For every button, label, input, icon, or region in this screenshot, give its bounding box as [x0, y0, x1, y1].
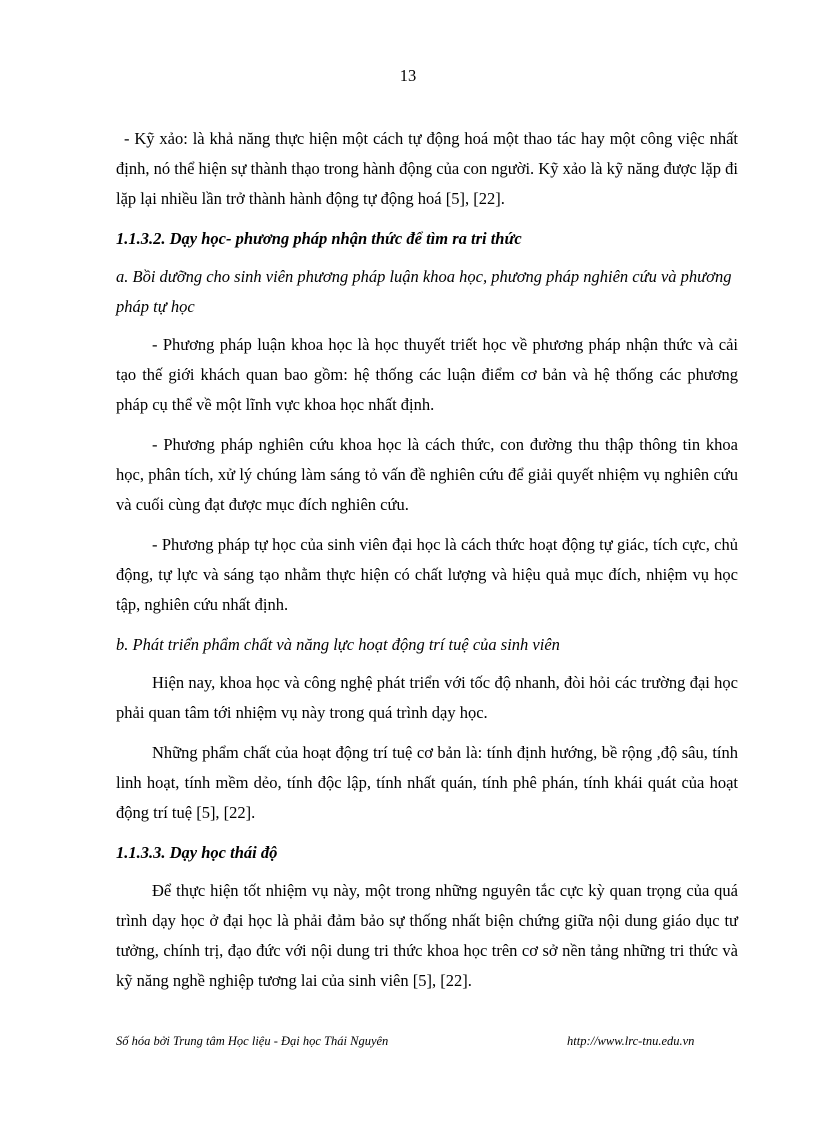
paragraph-phuong-phap-luan: - Phương pháp luận khoa học là học thuyết triết học về phương pháp nhận thức và cải tạo thế giới khách quan bao gồm: hệ thống các luận điểm cơ bản và hệ thống các phương pháp cụ thể về một lĩnh vực khoa học nhất định.: [116, 335, 738, 414]
paragraph-phuong-phap-tu-hoc: - Phương pháp tự học của sinh viên đại học là cách thức hoạt động tự giác, tích cực, chủ động, tự lực và sáng tạo nhằm thực hiện có chất lượng và hiệu quả mục đích, nhiệm vụ học tập, nghiên cứu nhất định.: [116, 535, 738, 614]
subsection-b: b. Phát triển phẩm chất và năng lực hoạt động trí tuệ của sinh viên: [116, 635, 560, 654]
subsection-a: a. Bồi dưỡng cho sinh viên phương pháp luận khoa học, phương pháp nghiên cứu và phương pháp tự học: [116, 267, 732, 316]
section-heading-1-1-3-2: 1.1.3.2. Dạy học- phương pháp nhận thức để tìm ra tri thức: [116, 229, 522, 248]
paragraph-ky-xao: - Kỹ xảo: là khả năng thực hiện một cách tự động hoá một thao tác hay một công việc nhất định, nó thể hiện sự thành thạo trong hành động của con người. Kỹ xảo là kỹ năng được lặp đi lặp lại nhiều lần trở thành hành động tự động hoá [5], [22].: [116, 129, 738, 208]
paragraph-hien-nay: Hiện nay, khoa học và công nghệ phát triển với tốc độ nhanh, đòi hỏi các trường đại học phải quan tâm tới nhiệm vụ này trong quá trình dạy học.: [116, 673, 738, 722]
document-body: [116, 124, 738, 1006]
paragraph-pham-chat: Những phẩm chất của hoạt động trí tuệ cơ bản là: tính định hướng, bề rộng ,độ sâu, tính linh hoạt, tính mềm dẻo, tính độc lập, tính nhất quán, tính phê phán, tính khái quát của hoạt động trí tuệ [5], [22].: [116, 743, 738, 822]
paragraph-nhiem-vu: Để thực hiện tốt nhiệm vụ này, một trong những nguyên tắc cực kỳ quan trọng của quá trình dạy học ở đại học là phải đảm bảo sự thống nhất biện chứng giữa nội dung giáo dục tư tưởng, chính trị, đạo đức với nội dung tri thức khoa học trên cơ sở nền tảng những tri thức và kỹ năng nghề nghiệp tương lai của sinh viên [5], [22].: [116, 881, 738, 990]
page-number: 13: [399, 66, 417, 85]
section-heading-1-1-3-3: 1.1.3.3. Dạy học thái độ: [116, 843, 278, 862]
footer-url[interactable]: http://www.lrc-tnu.edu.vn: [567, 1034, 695, 1048]
footer-source: Số hóa bởi Trung tâm Học liệu - Đại học Thái Nguyên: [116, 1034, 389, 1048]
paragraph-phuong-phap-nghien-cuu: - Phương pháp nghiên cứu khoa học là cách thức, con đường thu thập thông tin khoa học, phân tích, xử lý chúng làm sáng tỏ vấn đề nghiên cứu để giải quyết nhiệm vụ nghiên cứu và cuối cùng đạt được mục đích nghiên cứu.: [116, 435, 738, 514]
